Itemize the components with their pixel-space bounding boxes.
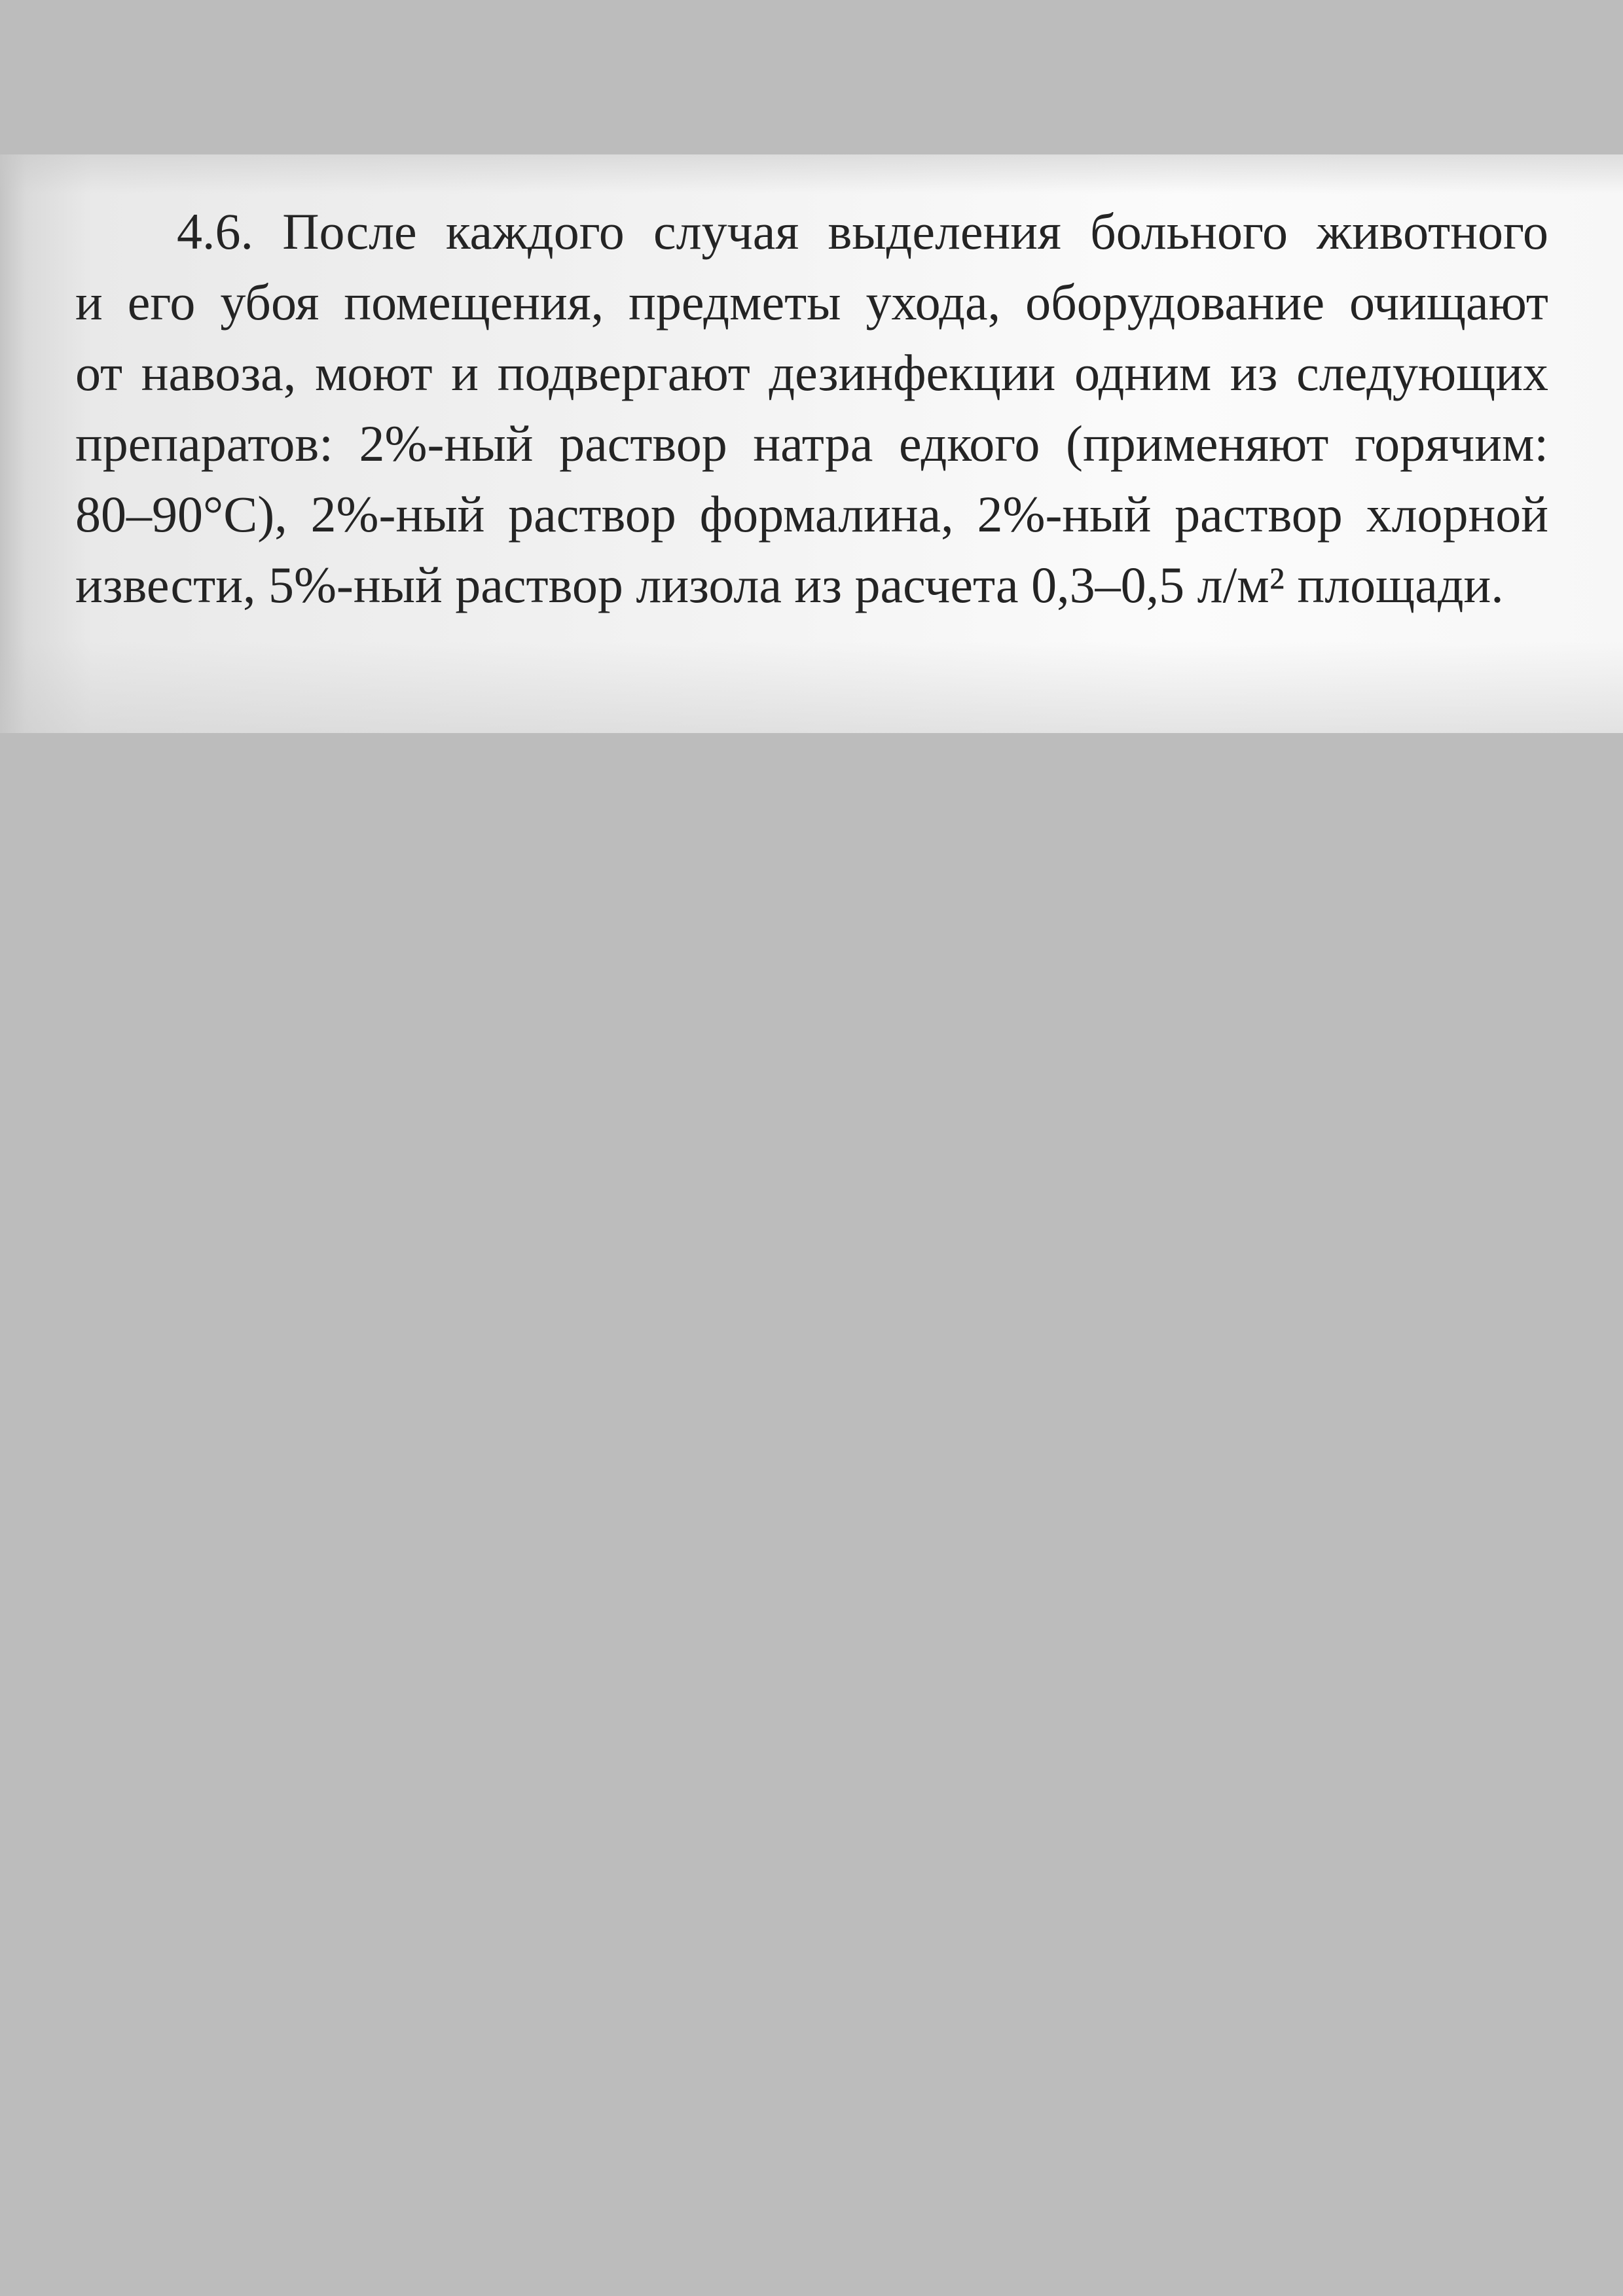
text-line-2: и его убоя помещения, предметы ухода, оборудование очищают [75, 274, 1548, 331]
text-line-4: препаратов: 2%-ный раствор натра едкого (применяют горячим: [75, 415, 1548, 472]
text-line-3: от навоза, моют и подвергают дезинфекции одним из следующих [75, 344, 1548, 401]
paragraph-4-6 [75, 196, 1548, 620]
text-line-1: 4.6. После каждого случая выделения больного животного [177, 203, 1549, 260]
text-line-5: 80–90°С), 2%-ный раствор формалина, 2%-ный раствор хлорной [75, 486, 1548, 543]
text-line-6: извести, 5%-ный раствор лизола из расчета 0,3–0,5 л/м² площади. [75, 556, 1504, 613]
section-number: 4.6. [177, 203, 253, 260]
